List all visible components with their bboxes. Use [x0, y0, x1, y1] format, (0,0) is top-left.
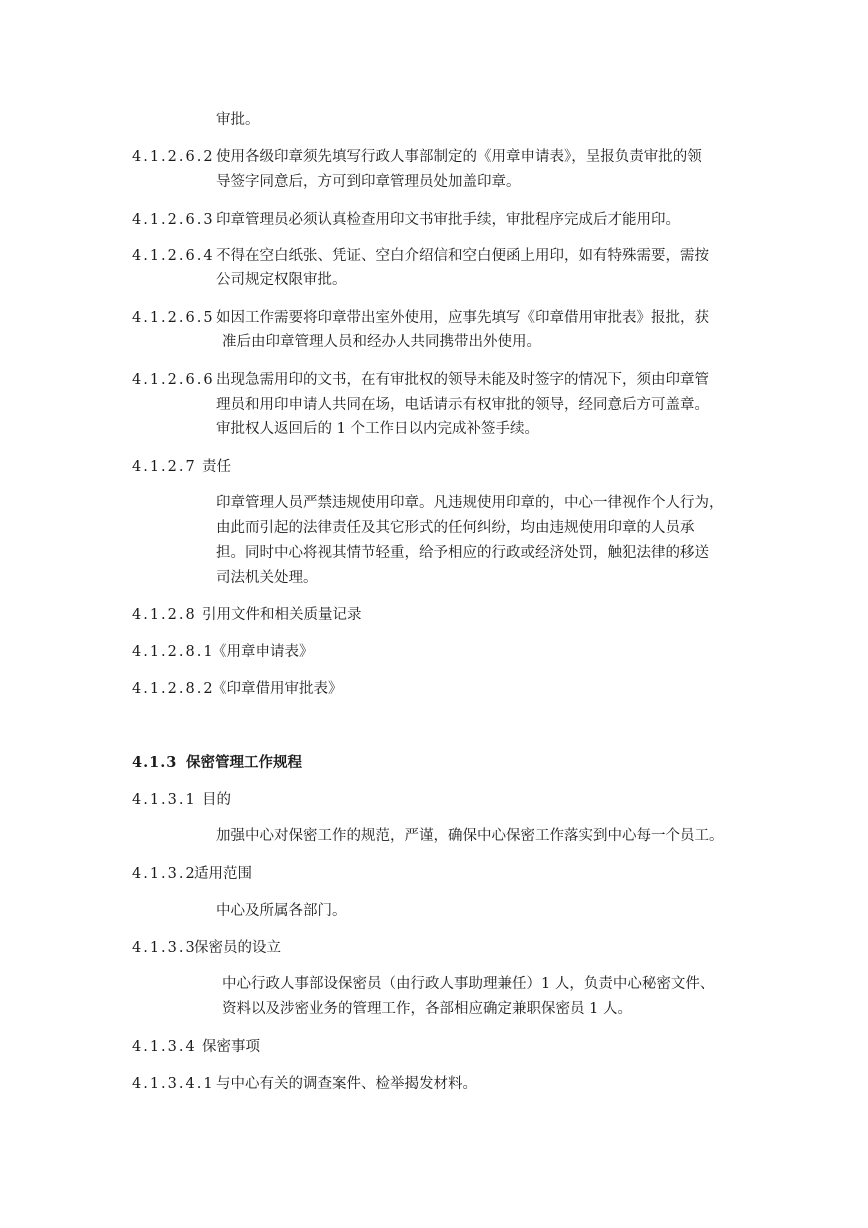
clause-text: 出现急需用印的文书，在有审批权的领导未能及时签字的情况下，须由印章管: [216, 372, 709, 388]
clause-text: 《印章借用审批表》: [212, 681, 343, 697]
clause-number: 4.1.2.6.3: [132, 212, 215, 228]
section-title: 责任: [202, 459, 231, 475]
section-number: 4.1.3.1: [132, 792, 197, 808]
section-title: 引用文件和相关质量记录: [202, 607, 362, 623]
paragraph-line: 由此而引起的法律责任及其它形式的任何纠纷，均由违规使用印章的人员承: [216, 520, 695, 536]
section-number: 4.1.2.8: [132, 607, 197, 623]
clause-text: 如因工作需要将印章带出室外使用，应事先填写《印章借用审批表》报批，获: [216, 310, 709, 326]
text-line: 准后由印章管理人员和经办人共同携带出外使用。: [222, 334, 541, 350]
section-title: 适用范围: [194, 866, 252, 882]
section-title: 目的: [202, 792, 231, 808]
text-line: 审批。: [216, 112, 260, 128]
text-line: 审批权人返回后的 1 个工作日以内完成补签手续。: [216, 421, 539, 437]
text-line: 理员和用印申请人共同在场，电话请示有权审批的领导，经同意后方可盖章。: [216, 397, 709, 413]
paragraph-line: 担。同时中心将视其情节轻重，给予相应的行政或经济处罚，触犯法律的移送: [216, 545, 709, 561]
paragraph-line: 印章管理人员严禁违规使用印章。凡违规使用印章的，中心一律视作个人行为，: [216, 495, 724, 511]
clause-text: 印章管理员必须认真检查用印文书审批手续，审批程序完成后才能用印。: [216, 212, 680, 228]
paragraph-line: 资料以及涉密业务的管理工作，各部相应确定兼职保密员 1 人。: [222, 1001, 632, 1017]
clause-number: 4.1.2.6.6: [132, 372, 215, 388]
text-line: 导签字同意后，方可到印章管理员处加盖印章。: [216, 174, 521, 190]
clause-number: 4.1.2.6.2: [132, 149, 215, 165]
section-title: 保密员的设立: [194, 940, 281, 956]
section-number: 4.1.3.3: [132, 940, 197, 956]
paragraph-line: 加强中心对保密工作的规范，严谨，确保中心保密工作落实到中心每一个员工。: [216, 828, 724, 844]
paragraph-line: 中心行政人事部设保密员（由行政人事助理兼任）1 人，负责中心秘密文件、: [222, 976, 715, 992]
section-number: 4.1.2.7: [132, 459, 197, 475]
clause-text: 《用章申请表》: [212, 644, 314, 660]
clause-number: 4.1.2.6.5: [132, 310, 215, 326]
clause-text: 不得在空白纸张、凭证、空白介绍信和空白便函上用印，如有特殊需要，需按: [216, 248, 709, 264]
clause-number: 4.1.2.8.2: [132, 681, 215, 697]
clause-number: 4.1.3.4.1: [132, 1076, 215, 1092]
text-line: 公司规定权限审批。: [216, 272, 347, 288]
section-number: 4.1.3.2: [132, 866, 197, 882]
clause-number: 4.1.2.6.4: [132, 248, 215, 264]
section-number: 4.1.3.4: [132, 1039, 197, 1055]
chapter-title: 保密管理工作规程: [186, 754, 302, 771]
clause-number: 4.1.2.8.1: [132, 644, 215, 660]
paragraph-line: 中心及所属各部门。: [216, 903, 347, 919]
paragraph-line: 司法机关处理。: [216, 570, 318, 586]
chapter-number: 4.1.3: [132, 754, 178, 771]
section-title: 保密事项: [202, 1039, 260, 1055]
clause-text: 使用各级印章须先填写行政人事部制定的《用章申请表》，呈报负责审批的领: [216, 149, 702, 165]
clause-text: 与中心有关的调查案件、检举揭发材料。: [216, 1076, 477, 1092]
